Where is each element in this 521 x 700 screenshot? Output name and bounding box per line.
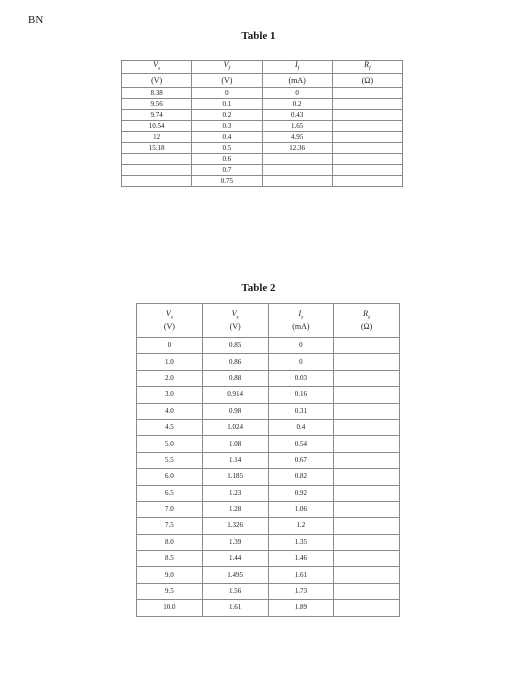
table-cell: 5.0 <box>137 436 203 452</box>
table2-header-iz: $I_z$ (mA) <box>268 304 334 338</box>
table-cell: 0.914 <box>202 387 268 403</box>
table1-header-vf: $V_f$ <box>192 61 262 74</box>
table-cell: 12 <box>122 132 192 143</box>
table-cell: 0.1 <box>192 99 262 110</box>
table-cell: 1.44 <box>202 551 268 567</box>
table-row <box>122 132 403 143</box>
table-cell <box>334 469 400 485</box>
table-cell: 4.0 <box>137 403 203 419</box>
table1-unit-if: (mA) <box>262 74 332 88</box>
table-cell: 2.0 <box>137 370 203 386</box>
table-cell <box>334 354 400 370</box>
table-cell <box>334 583 400 599</box>
table-row <box>137 452 400 468</box>
table-cell: 1.65 <box>262 121 332 132</box>
table-cell: 1.61 <box>202 600 268 616</box>
corner-label: BN <box>28 14 44 26</box>
table-cell <box>334 419 400 435</box>
table-row <box>137 354 400 370</box>
table-cell: 0.85 <box>202 338 268 354</box>
table-row <box>137 403 400 419</box>
table-cell: 0.5 <box>192 143 262 154</box>
table1-header-rf: $R_f$ <box>332 61 402 74</box>
table-cell: 0.3 <box>192 121 262 132</box>
table-cell: 0.54 <box>268 436 334 452</box>
table-cell: 1.28 <box>202 501 268 517</box>
table-cell <box>334 501 400 517</box>
table-cell: 0.4 <box>192 132 262 143</box>
table-cell: 1.06 <box>268 501 334 517</box>
table-cell <box>122 176 192 187</box>
table-cell: 1.2 <box>268 518 334 534</box>
table-row <box>137 370 400 386</box>
table-row <box>137 551 400 567</box>
table-cell: 0.6 <box>192 154 262 165</box>
table-cell: 9.0 <box>137 567 203 583</box>
table-cell: 0.4 <box>268 419 334 435</box>
table-cell: 3.0 <box>137 387 203 403</box>
table-cell: 15.18 <box>122 143 192 154</box>
table1-header-if: $I_f$ <box>262 61 332 74</box>
table1-header-symbol-row <box>122 61 403 74</box>
table-row <box>137 469 400 485</box>
table-cell: 0.7 <box>192 165 262 176</box>
table-row <box>137 583 400 599</box>
table-row <box>137 501 400 517</box>
table-row <box>137 419 400 435</box>
table-cell: 8.5 <box>137 551 203 567</box>
table-cell: 1.56 <box>202 583 268 599</box>
table-cell: 0.98 <box>202 403 268 419</box>
table-row <box>122 154 403 165</box>
table-cell <box>332 110 402 121</box>
table-cell <box>262 165 332 176</box>
table-cell <box>332 121 402 132</box>
table-cell: 8.0 <box>137 534 203 550</box>
table2-title: Table 2 <box>241 282 276 294</box>
table-cell: 0.43 <box>262 110 332 121</box>
table-row <box>122 143 403 154</box>
table-cell <box>332 165 402 176</box>
table-cell: 0.2 <box>192 110 262 121</box>
table1-unit-vf: (V) <box>192 74 262 88</box>
table-row <box>137 387 400 403</box>
table-cell: 1.0 <box>137 354 203 370</box>
table-cell: 0.16 <box>268 387 334 403</box>
table-cell: 9.74 <box>122 110 192 121</box>
table2-header-rz: $R_z$ (Ω) <box>334 304 400 338</box>
table1-header-unit-row <box>122 74 403 88</box>
table-row <box>122 121 403 132</box>
table-cell: 9.5 <box>137 583 203 599</box>
table-row <box>137 485 400 501</box>
table2-header-vz: $V_z$ (V) <box>202 304 268 338</box>
table-cell <box>334 485 400 501</box>
table-cell <box>122 165 192 176</box>
table-cell: 0.92 <box>268 485 334 501</box>
table-row <box>137 338 400 354</box>
table-cell <box>334 387 400 403</box>
table-cell: 10.54 <box>122 121 192 132</box>
table-cell: 7.5 <box>137 518 203 534</box>
table-cell: 0.75 <box>192 176 262 187</box>
table-row <box>137 518 400 534</box>
table2-header-vs: $V_s$ (V) <box>137 304 203 338</box>
table-cell <box>334 600 400 616</box>
table2-header-row <box>137 304 400 338</box>
table-cell <box>334 403 400 419</box>
table-cell: 0.88 <box>202 370 268 386</box>
table-cell: 0 <box>262 88 332 99</box>
table-cell: 0 <box>137 338 203 354</box>
table-cell <box>334 452 400 468</box>
table-cell: 0 <box>192 88 262 99</box>
table-row <box>137 600 400 616</box>
table-cell: 9.56 <box>122 99 192 110</box>
table-cell: 1.23 <box>202 485 268 501</box>
table-cell <box>262 176 332 187</box>
table-cell: 1.14 <box>202 452 268 468</box>
table-cell <box>332 132 402 143</box>
table-cell <box>262 154 332 165</box>
table-cell <box>334 436 400 452</box>
table-cell <box>334 370 400 386</box>
table-cell: 1.326 <box>202 518 268 534</box>
table-cell <box>332 143 402 154</box>
table-cell: 1.73 <box>268 583 334 599</box>
table-cell: 1.61 <box>268 567 334 583</box>
table1-title: Table 1 <box>241 30 276 42</box>
table-cell: 1.39 <box>202 534 268 550</box>
table2-body <box>137 338 400 617</box>
table-cell <box>334 338 400 354</box>
table-cell: 0.2 <box>262 99 332 110</box>
table1 <box>121 60 403 187</box>
table-cell: 0.82 <box>268 469 334 485</box>
table1-unit-rf: (Ω) <box>332 74 402 88</box>
table-cell: 0.67 <box>268 452 334 468</box>
table-cell: 1.89 <box>268 600 334 616</box>
table-cell: 7.0 <box>137 501 203 517</box>
table-cell <box>332 99 402 110</box>
table-row <box>122 99 403 110</box>
table-row <box>122 165 403 176</box>
table-cell: 1.185 <box>202 469 268 485</box>
table-cell: 1.46 <box>268 551 334 567</box>
table-cell: 4.5 <box>137 419 203 435</box>
table1-body <box>122 88 403 187</box>
table-cell: 1.08 <box>202 436 268 452</box>
table-cell <box>332 154 402 165</box>
table-cell <box>334 551 400 567</box>
table1-header-vs: $V_s$ <box>122 61 192 74</box>
table-cell: 1.35 <box>268 534 334 550</box>
table-cell <box>122 154 192 165</box>
table-cell: 0 <box>268 354 334 370</box>
table-cell: 0 <box>268 338 334 354</box>
table-cell: 6.5 <box>137 485 203 501</box>
table1-unit-vs: (V) <box>122 74 192 88</box>
table-cell: 0.03 <box>268 370 334 386</box>
table-row <box>137 567 400 583</box>
table-cell: 8.38 <box>122 88 192 99</box>
table2 <box>136 303 400 617</box>
table-row <box>137 534 400 550</box>
table-row <box>122 176 403 187</box>
table-cell: 1.024 <box>202 419 268 435</box>
table-row <box>122 110 403 121</box>
table-row <box>137 436 400 452</box>
table-cell: 0.31 <box>268 403 334 419</box>
table-row <box>122 88 403 99</box>
table-cell: 4.95 <box>262 132 332 143</box>
table-cell: 12.36 <box>262 143 332 154</box>
table-cell: 5.5 <box>137 452 203 468</box>
table-cell <box>334 518 400 534</box>
table-cell: 6.0 <box>137 469 203 485</box>
table-cell <box>332 88 402 99</box>
table-cell <box>332 176 402 187</box>
table-cell: 1.495 <box>202 567 268 583</box>
table-cell <box>334 567 400 583</box>
table-cell: 10.0 <box>137 600 203 616</box>
table-cell <box>334 534 400 550</box>
table-cell: 0.86 <box>202 354 268 370</box>
